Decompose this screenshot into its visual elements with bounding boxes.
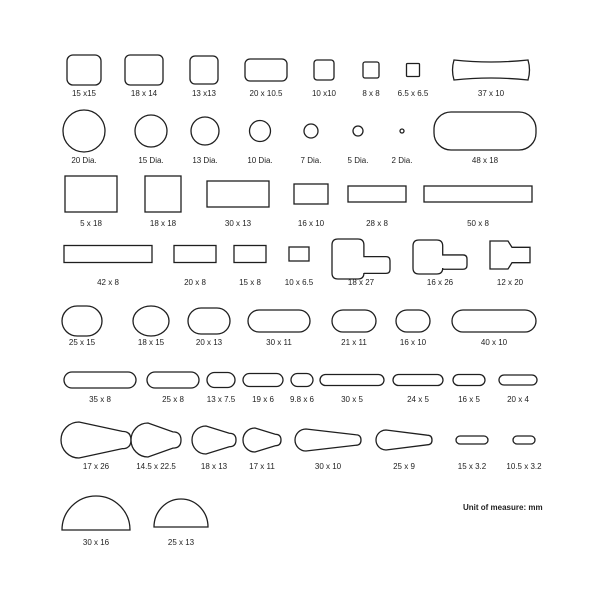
shape-item (125, 55, 163, 98)
shape-size-label: 10 Dia. (247, 156, 273, 165)
shape-size-label: 20 x 4 (507, 395, 529, 404)
shape-item (62, 306, 102, 347)
shape-item (285, 247, 314, 287)
shape-outline (245, 59, 287, 81)
shape-outline (174, 246, 216, 263)
shape-outline (234, 246, 266, 263)
shape-outline (452, 310, 536, 332)
shape-size-label: 40 x 10 (480, 338, 508, 347)
shape-outline (145, 176, 181, 212)
shape-size-label: 35 x 8 (89, 395, 111, 404)
shape-size-label: 48 x 18 (471, 156, 499, 165)
shape-item (362, 62, 380, 98)
shape-outline (396, 310, 430, 332)
shape-size-label: 30 x 16 (82, 538, 110, 547)
shape-outline (192, 426, 236, 454)
shape-size-label: 6.5 x 6.5 (397, 89, 429, 98)
shape-size-label: 7 Dia. (300, 156, 322, 165)
shape-outline (248, 310, 310, 332)
shape-outline (413, 240, 467, 274)
shape-item (67, 55, 101, 98)
shape-size-label: 24 x 5 (407, 395, 429, 404)
shape-item (398, 64, 429, 99)
shape-size-label: 2 Dia. (391, 156, 413, 165)
shape-size-label: 30 x 11 (266, 338, 292, 347)
shape-size-label: 14.5 x 22.5 (136, 462, 176, 471)
shape-outline (243, 374, 283, 387)
shape-outline (147, 372, 199, 388)
shape-item (348, 186, 406, 228)
shape-size-label: 8 x 8 (362, 89, 380, 98)
shape-outline (363, 62, 379, 78)
shape-item (490, 241, 530, 287)
shape-item (294, 184, 328, 228)
shape-item (188, 308, 230, 347)
shape-size-label: 16 x 26 (426, 278, 454, 287)
shape-outline (453, 375, 485, 386)
shape-size-label: 15 Dia. (138, 156, 164, 165)
shape-outline (62, 306, 102, 336)
shape-size-label: 20 x 10.5 (249, 89, 283, 98)
shape-size-label: 21 x 11 (341, 338, 367, 347)
shape-size-label: 30 x 10 (314, 462, 342, 471)
shape-outline (434, 112, 536, 150)
shape-size-label: 10.5 x 3.2 (506, 462, 542, 471)
shape-item (207, 181, 269, 228)
shape-item (64, 372, 136, 404)
shape-item (62, 496, 130, 547)
shape-size-label: 42 x 8 (97, 278, 119, 287)
shape-size-label: 5 Dia. (347, 156, 369, 165)
shape-size-label: 18 x 14 (130, 89, 158, 98)
shape-outline (61, 422, 131, 458)
shape-size-label: 15 x 8 (239, 278, 261, 287)
shape-size-label: 5 x 18 (80, 219, 102, 228)
shape-item (64, 246, 152, 288)
shape-outline (188, 308, 230, 334)
shape-item (320, 375, 384, 405)
shape-item (312, 60, 337, 98)
shape-size-label: 16 x 5 (458, 395, 480, 404)
shape-size-label: 25 x 8 (162, 395, 184, 404)
shape-outline (65, 176, 117, 212)
shape-outline (64, 246, 152, 263)
shape-outline (348, 186, 406, 202)
shape-size-label: 17 x 11 (249, 462, 275, 471)
shape-outline (393, 375, 443, 386)
shape-item (247, 121, 272, 166)
shape-size-label: 20 Dia. (71, 156, 97, 165)
shape-size-label: 20 x 8 (184, 278, 206, 287)
shape-size-label: 13 x 7.5 (206, 395, 236, 404)
shape-outline (320, 375, 384, 386)
shape-item (61, 422, 131, 471)
shape-size-label: 18 x 27 (347, 278, 375, 287)
shape-outline (453, 60, 530, 80)
shape-item (63, 110, 105, 165)
shape-item (154, 499, 208, 547)
shape-size-label: 30 x 13 (224, 219, 252, 228)
shape-outline (376, 430, 432, 450)
shape-size-label: 18 x 13 (200, 462, 228, 471)
shape-size-label: 18 x 15 (137, 338, 165, 347)
shape-item (392, 129, 413, 165)
shape-item (234, 246, 266, 288)
shape-size-label: 13 Dia. (192, 156, 218, 165)
shape-size-label: 12 x 20 (496, 278, 524, 287)
shape-item (135, 115, 167, 165)
shape-outline (125, 55, 163, 85)
shape-size-label: 15 x15 (71, 89, 97, 98)
shape-outline (314, 60, 334, 80)
shape-outline (490, 241, 530, 269)
shape-outline (154, 499, 208, 527)
shape-item (506, 436, 542, 471)
shape-item (424, 186, 532, 228)
shape-item (348, 126, 369, 165)
shape-size-label: 16 x 10 (297, 219, 325, 228)
shape-size-label: 10 x10 (311, 89, 337, 98)
shape-item (332, 239, 390, 287)
shape-outline (291, 374, 313, 387)
shape-outline (513, 436, 535, 444)
shape-outline (456, 436, 488, 444)
shape-size-label: 17 x 26 (82, 462, 110, 471)
shape-outline (304, 124, 318, 138)
shape-item (456, 436, 488, 471)
shape-item (376, 430, 432, 471)
shape-size-label: 18 x 18 (149, 219, 177, 228)
shape-item (191, 117, 219, 165)
shape-outline (191, 117, 219, 145)
shape-item (245, 59, 287, 98)
shape-item (295, 429, 361, 471)
shape-outline (207, 181, 269, 207)
shape-outline (289, 247, 309, 261)
shape-size-label: 10 x 6.5 (284, 278, 314, 287)
shape-item (396, 310, 430, 347)
shape-size-label: 30 x 5 (341, 395, 363, 404)
shape-item (332, 310, 376, 347)
shape-outline (499, 375, 537, 385)
shape-size-label: 16 x 10 (399, 338, 427, 347)
shape-size-label: 25 x 9 (393, 462, 415, 471)
shape-outline (190, 56, 218, 84)
shape-size-label: 13 x13 (191, 89, 217, 98)
shape-item (174, 246, 216, 288)
shape-outline (67, 55, 101, 85)
shape-item (248, 310, 310, 347)
shape-outline (207, 373, 235, 388)
shape-item (207, 373, 236, 405)
shape-item (301, 124, 322, 165)
shape-outline (424, 186, 532, 202)
shape-outline (63, 110, 105, 152)
shape-outline (250, 121, 271, 142)
shape-item (290, 374, 315, 405)
shape-item (499, 375, 537, 404)
shape-size-label: 15 x 3.2 (457, 462, 487, 471)
shape-outline (133, 306, 169, 336)
shape-outline (332, 310, 376, 332)
shape-size-label: 20 x 13 (195, 338, 223, 347)
shape-size-label: 28 x 8 (366, 219, 388, 228)
shape-item (133, 306, 169, 347)
shape-item (145, 176, 181, 228)
shape-outline (62, 496, 130, 530)
shape-item (243, 374, 283, 405)
shape-item (452, 310, 536, 347)
shape-size-label: 19 x 6 (252, 395, 274, 404)
shape-outline (353, 126, 363, 136)
shape-outline (295, 429, 361, 451)
shape-outline (135, 115, 167, 147)
shape-outline (64, 372, 136, 388)
shape-outline (243, 428, 281, 452)
shape-item (453, 375, 485, 405)
shape-outline (407, 64, 420, 77)
unit-of-measure-note: Unit of measure: mm (463, 503, 543, 512)
shape-item (190, 56, 218, 98)
shape-outline (400, 129, 404, 133)
shape-item (413, 240, 467, 287)
shape-size-label: 25 x 13 (167, 538, 195, 547)
shape-item (65, 176, 117, 228)
shape-item (192, 426, 236, 471)
shape-size-label: 50 x 8 (467, 219, 489, 228)
shape-item (453, 60, 530, 98)
shape-size-label: 25 x 15 (68, 338, 96, 347)
shape-item (393, 375, 443, 405)
shape-item (434, 112, 536, 165)
shape-size-label: 37 x 10 (477, 89, 505, 98)
shape-outline (131, 423, 181, 457)
shape-outline (332, 239, 390, 279)
shape-size-label: 9.8 x 6 (289, 395, 315, 404)
shape-item (131, 423, 181, 471)
shape-item (147, 372, 199, 404)
shape-outline (294, 184, 328, 204)
shape-item (243, 428, 281, 471)
